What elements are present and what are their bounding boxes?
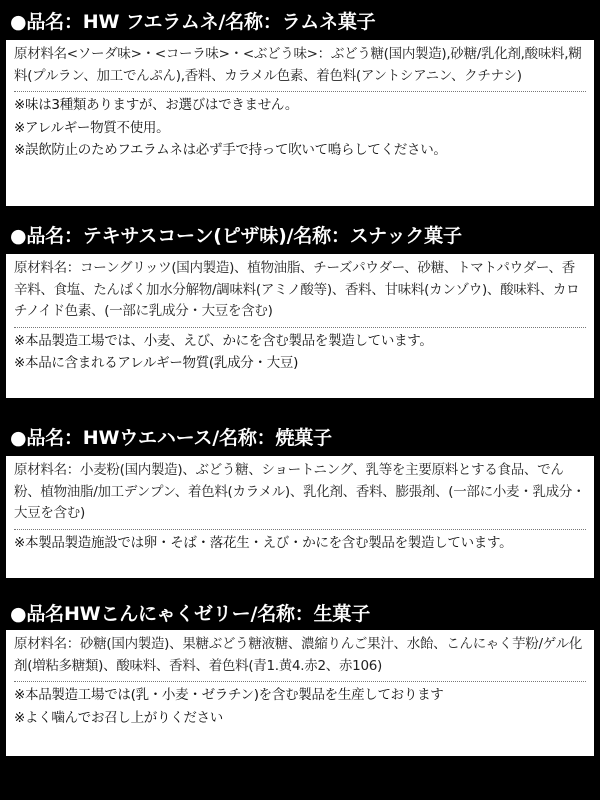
dotted-divider (14, 91, 586, 92)
note-line: ※味は3種類ありますが、お選びはできません。 (14, 97, 299, 113)
product-info-panel (6, 40, 594, 206)
note-line: ※本製品製造施設では卵・そば・落花生・えび・かにを含む製品を製造しています。 (14, 534, 513, 551)
product-title: ●品名：テキサスコーン(ピザ味)/名称：スナック菓子 (10, 225, 462, 247)
ingredients-text: 原材料名：コーングリッツ(国内製造)、植物油脂、チーズパウダー、砂糖、トマトパウダー、香辛料、食塩、たんぱく加水分解物/調味料(アミノ酸等)、香料、甘味料(カンゾウ)、酸味料、カロチノイド色素、(一部に乳成分・大豆を含む) (14, 260, 580, 319)
product-info-panel (6, 456, 594, 578)
dotted-divider (14, 681, 586, 682)
dotted-divider (14, 327, 586, 328)
note-line: ※本品製造工場では、小麦、えび、かにを含む製品を製造しています。 (14, 332, 433, 349)
note-line: ※アレルギー物質不使用。 (14, 119, 170, 136)
product-info-panel (6, 630, 594, 756)
product-title: ●品名：HW フエラムネ/名称：ラムネ菓子 (10, 11, 376, 33)
product-title: ●品名：HWウエハース/名称：焼菓子 (10, 427, 332, 449)
note-line: ※本品に含まれるアレルギー物質(乳成分・大豆) (14, 355, 299, 371)
note-line: ※本品製造工場では(乳・小麦・ゼラチン)を含む製品を生産しております (14, 687, 444, 703)
ingredients-text: 原材料名：砂糖(国内製造)、果糖ぶどう糖液糖、濃縮りんご果汁、水飴、こんにゃく芋粉/ゲル化剤(増粘多糖類)、酸味料、香料、着色料(青1.黄4.赤2、赤106) (14, 636, 583, 674)
ingredients-text: 原材料名<ソーダ味>・<コーラ味>・<ぶどう味>：ぶどう糖(国内製造),砂糖/乳化剤,酸味料,糊料(プルラン、加工でんぷん),香料、カラメル色素、着色料(アントシアニン、クチナシ) (14, 46, 582, 84)
product-info-panel (6, 254, 594, 398)
dotted-divider (14, 529, 586, 530)
product-title: ●品名HWこんにゃくゼリー/名称：生菓子 (10, 603, 370, 625)
note-line: ※誤飲防止のためフエラムネは必ず手で持って吹いて鳴らしてください。 (14, 142, 447, 158)
ingredients-text: 原材料名：小麦粉(国内製造)、ぶどう糖、ショートニング、乳等を主要原料とする食品、でん粉、植物油脂/加工デンプン、着色料(カラメル)、乳化剤、香料、膨張剤、(一部に小麦・乳成分・大豆を含む) (14, 462, 586, 521)
note-line: ※よく噛んでお召し上がりください (14, 709, 224, 726)
